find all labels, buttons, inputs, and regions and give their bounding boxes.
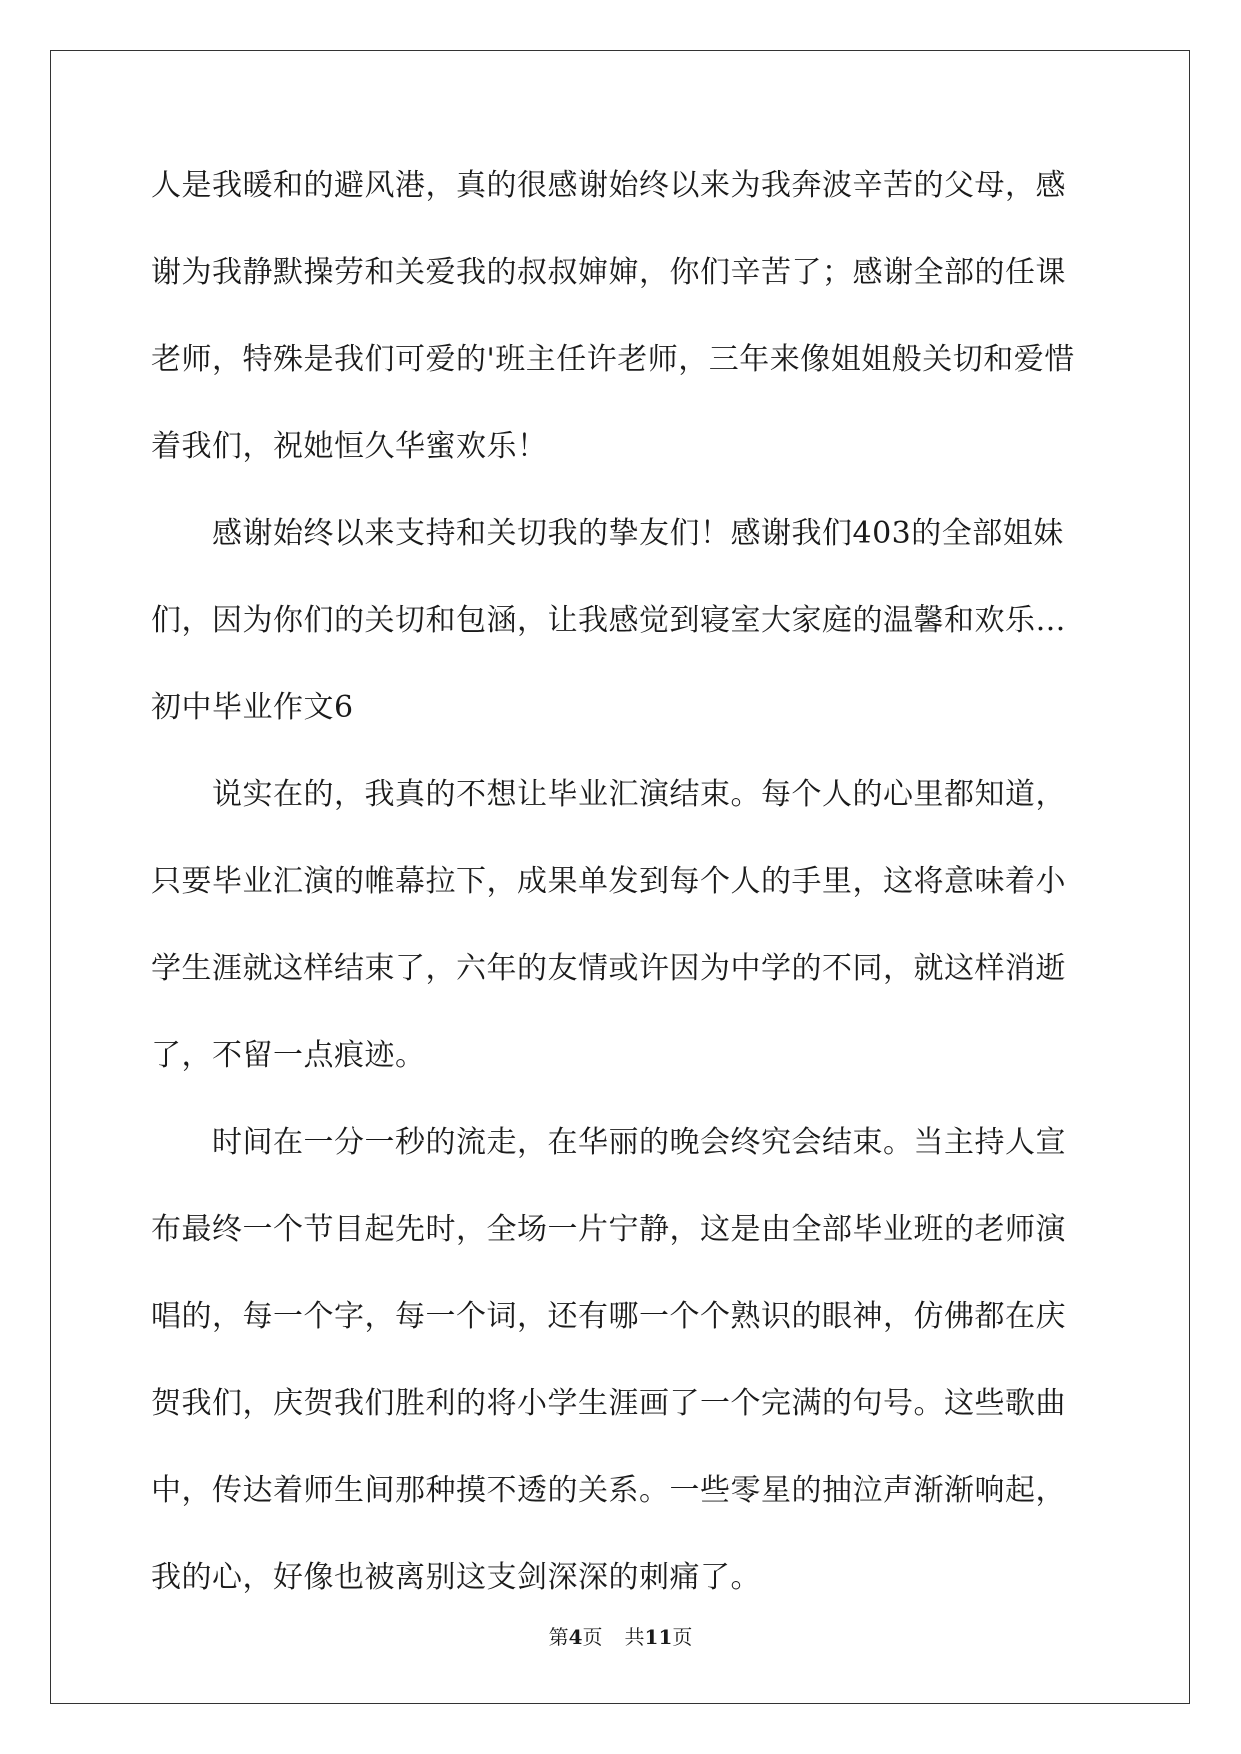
total-pages: 11 — [644, 1625, 673, 1649]
total-suffix: 页 — [672, 1625, 693, 1649]
text-line: 说实在的，我真的不想让毕业汇演结束。每个人的心里都知道， — [151, 777, 1066, 812]
text-line: 老师，特殊是我们可爱的'班主任许老师，三年来像姐姐般关切和爱惜 — [151, 342, 1075, 377]
text-line: 感谢始终以来支持和关切我的挚友们！感谢我们403的全部姐妹 — [151, 516, 1064, 551]
text-line: 了，不留一点痕迹。 — [151, 1038, 426, 1073]
text-line: 唱的，每一个字，每一个词，还有哪一个个熟识的眼神，仿佛都在庆 — [151, 1299, 1066, 1334]
text-line: 们，因为你们的关切和包涵，让我感觉到寝室大家庭的温馨和欢乐… — [151, 603, 1066, 638]
text-line: 我的心，好像也被离别这支剑深深的刺痛了。 — [151, 1560, 761, 1595]
page-footer — [0, 1625, 1241, 1649]
section-heading: 初中毕业作文6 — [151, 690, 354, 725]
text-line: 布最终一个节目起先时，全场一片宁静，这是由全部毕业班的老师演 — [151, 1212, 1066, 1247]
text-line: 学生涯就这样结束了，六年的友情或许因为中学的不同，就这样消逝 — [151, 951, 1066, 986]
page-number: 4 — [568, 1625, 583, 1649]
text-line: 谢为我静默操劳和关爱我的叔叔婶婶，你们辛苦了；感谢全部的任课 — [151, 255, 1066, 290]
page-suffix: 页 — [582, 1625, 603, 1649]
text-line: 时间在一分一秒的流走，在华丽的晚会终究会结束。当主持人宣 — [151, 1125, 1066, 1160]
total-prefix: 共 — [624, 1625, 645, 1649]
text-line: 中，传达着师生间那种摸不透的关系。一些零星的抽泣声渐渐响起， — [151, 1473, 1066, 1508]
page-prefix: 第 — [548, 1625, 569, 1649]
text-line: 人是我暖和的避风港，真的很感谢始终以来为我奔波辛苦的父母，感 — [151, 168, 1066, 203]
text-line: 只要毕业汇演的帷幕拉下，成果单发到每个人的手里，这将意味着小 — [151, 864, 1066, 899]
text-line: 贺我们，庆贺我们胜利的将小学生涯画了一个完满的句号。这些歌曲 — [151, 1386, 1066, 1421]
text-line: 着我们，祝她恒久华蜜欢乐！ — [151, 429, 548, 464]
